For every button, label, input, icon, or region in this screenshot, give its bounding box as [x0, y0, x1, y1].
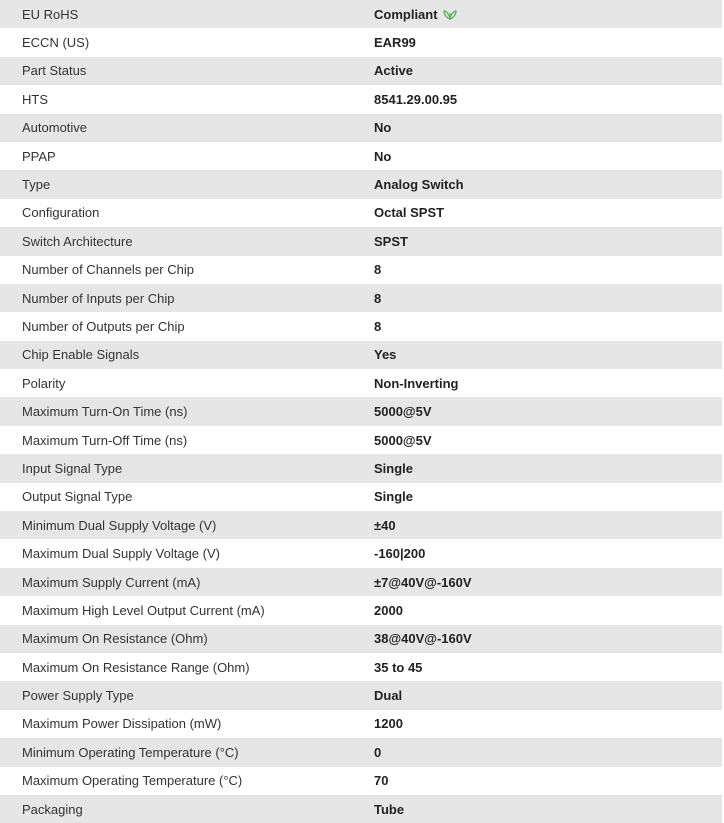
spec-row [0, 256, 722, 284]
spec-value: 8 [374, 290, 382, 306]
spec-value: EAR99 [374, 35, 416, 51]
spec-value: SPST [374, 233, 408, 249]
spec-value-cell [374, 312, 722, 340]
spec-row [0, 227, 722, 255]
spec-label: EU RoHS [22, 6, 79, 22]
spec-row [0, 625, 722, 653]
spec-value-cell [374, 625, 722, 653]
spec-value-cell [374, 284, 722, 312]
spec-label: Maximum Supply Current (mA) [22, 574, 201, 590]
spec-label: Maximum Dual Supply Voltage (V) [22, 546, 220, 562]
spec-label: Maximum On Resistance (Ohm) [22, 631, 208, 647]
spec-value: 5000@5V [374, 432, 432, 448]
spec-label: Packaging [22, 801, 83, 817]
spec-row [0, 57, 722, 85]
spec-label: Configuration [22, 205, 100, 221]
spec-value: 0 [374, 744, 382, 760]
spec-value: 8541.29.00.95 [374, 91, 458, 107]
spec-value: No [374, 148, 392, 164]
spec-row [0, 710, 722, 738]
spec-value: Single [374, 460, 414, 476]
spec-value-cell [374, 795, 722, 823]
spec-row [0, 738, 722, 766]
spec-value: Yes [374, 347, 397, 363]
spec-value-cell [374, 85, 722, 113]
spec-row [0, 199, 722, 227]
spec-value-cell [374, 397, 722, 425]
spec-row [0, 568, 722, 596]
spec-value-cell [374, 738, 722, 766]
spec-value: 8 [374, 318, 382, 334]
spec-row [0, 539, 722, 567]
spec-value: 2000 [374, 602, 403, 618]
spec-label: Number of Channels per Chip [22, 262, 194, 278]
spec-value-cell [374, 57, 722, 85]
spec-label: Power Supply Type [22, 688, 134, 704]
spec-value: Dual [374, 688, 403, 704]
spec-value-cell [374, 369, 722, 397]
spec-value: Analog Switch [374, 177, 464, 193]
spec-row [0, 454, 722, 482]
spec-value: 70 [374, 773, 389, 789]
spec-label: Minimum Operating Temperature (°C) [22, 744, 239, 760]
spec-value-cell [374, 710, 722, 738]
spec-label: Minimum Dual Supply Voltage (V) [22, 517, 217, 533]
spec-row [0, 170, 722, 198]
spec-value-cell [374, 681, 722, 709]
spec-value: Single [374, 489, 414, 505]
spec-label: PPAP [22, 148, 56, 164]
spec-row [0, 653, 722, 681]
spec-label: Number of Inputs per Chip [22, 290, 175, 306]
spec-value-cell [374, 28, 722, 56]
spec-label: Maximum Turn-On Time (ns) [22, 404, 188, 420]
spec-row [0, 0, 722, 28]
spec-value-cell [374, 227, 722, 255]
spec-row [0, 483, 722, 511]
spec-value: 5000@5V [374, 404, 432, 420]
spec-value-cell [374, 767, 722, 795]
spec-value-cell [374, 142, 722, 170]
spec-value: ±7@40V@-160V [374, 574, 472, 590]
spec-row [0, 511, 722, 539]
spec-label: Maximum On Resistance Range (Ohm) [22, 659, 250, 675]
spec-value: 35 to 45 [374, 659, 423, 675]
spec-value-cell [374, 539, 722, 567]
spec-value-cell [374, 653, 722, 681]
spec-label: Part Status [22, 63, 87, 79]
spec-row [0, 142, 722, 170]
spec-label: Maximum Power Dissipation (mW) [22, 716, 222, 732]
spec-value-cell [374, 341, 722, 369]
spec-value: No [374, 120, 392, 136]
leaf-icon [443, 8, 457, 20]
spec-value-cell [374, 568, 722, 596]
spec-label: Chip Enable Signals [22, 347, 140, 363]
spec-row [0, 85, 722, 113]
spec-label: Type [22, 177, 51, 193]
spec-value-cell [374, 0, 722, 28]
spec-value: 8 [374, 262, 382, 278]
spec-value: Non-Inverting [374, 375, 459, 391]
spec-label: HTS [22, 91, 48, 107]
spec-value: 1200 [374, 716, 403, 732]
spec-row [0, 284, 722, 312]
spec-label: Automotive [22, 120, 88, 136]
spec-value: Tube [374, 801, 405, 817]
spec-row [0, 767, 722, 795]
spec-value: ±40 [374, 517, 396, 533]
spec-label: Maximum Operating Temperature (°C) [22, 773, 243, 789]
spec-label: Polarity [22, 375, 66, 391]
spec-label: Input Signal Type [22, 460, 123, 476]
spec-row [0, 426, 722, 454]
spec-label: Output Signal Type [22, 489, 133, 505]
spec-row [0, 795, 722, 823]
spec-row [0, 397, 722, 425]
spec-value-cell [374, 256, 722, 284]
spec-value-cell [374, 596, 722, 624]
spec-row [0, 312, 722, 340]
spec-row [0, 596, 722, 624]
spec-value: Compliant [374, 6, 438, 22]
spec-label: ECCN (US) [22, 35, 90, 51]
spec-value-cell [374, 483, 722, 511]
spec-label: Number of Outputs per Chip [22, 318, 185, 334]
spec-value-cell [374, 511, 722, 539]
spec-row [0, 681, 722, 709]
spec-value-cell [374, 426, 722, 454]
spec-value-cell [374, 114, 722, 142]
spec-value: Active [374, 63, 414, 79]
spec-label: Switch Architecture [22, 233, 133, 249]
spec-row [0, 114, 722, 142]
spec-label: Maximum High Level Output Current (mA) [22, 602, 265, 618]
spec-label: Maximum Turn-Off Time (ns) [22, 432, 188, 448]
spec-value: 38@40V@-160V [374, 631, 472, 647]
spec-value-cell [374, 170, 722, 198]
spec-value: Octal SPST [374, 205, 445, 221]
spec-row [0, 28, 722, 56]
spec-row [0, 341, 722, 369]
spec-value-cell [374, 199, 722, 227]
spec-row [0, 369, 722, 397]
spec-value-cell [374, 454, 722, 482]
spec-value: -160|200 [374, 546, 426, 562]
